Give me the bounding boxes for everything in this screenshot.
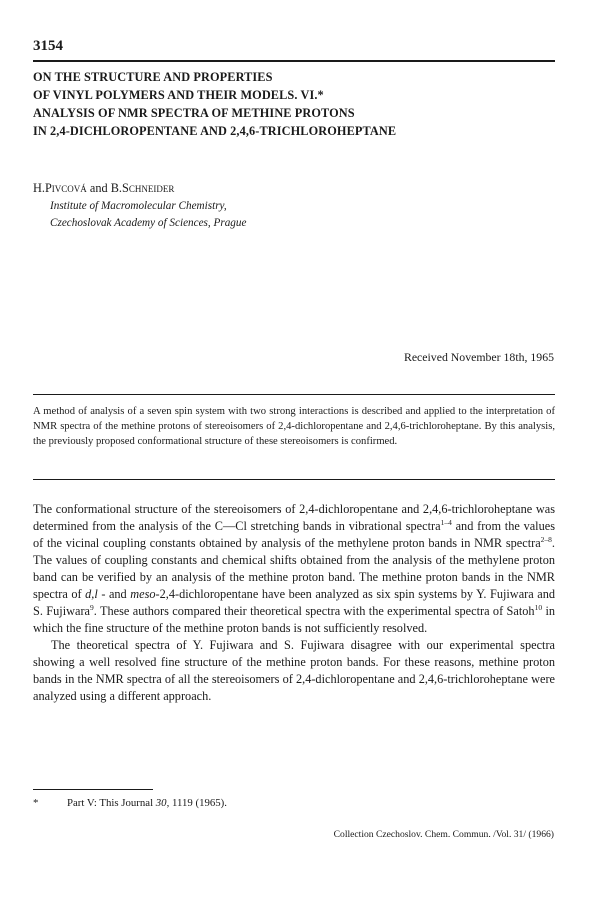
p1-text-c: . The values of coupling constants and chemical shifts obtained from the analysis of the methylene proton band can be verified by an analysis of the methine proton band. The methine proton bands in the NMR spectra of — [33, 536, 555, 601]
article-title — [33, 68, 573, 140]
p1-text-e: -2,4-dichloropentane have been analyzed as six spin systems by Y. Fujiwara and S. Fujiwara — [33, 587, 555, 618]
footnote-mark: * — [33, 797, 39, 809]
abstract-bottom-rule — [33, 479, 555, 480]
p1-text-a: The conformational structure of the stereoisomers of 2,4-dichloropentane and 2,4,6-trichloroheptane was determined from the analysis of the C—Cl stretching bands in vibrational spectra — [33, 502, 555, 533]
header-rule — [33, 60, 555, 62]
body-text — [33, 501, 555, 705]
footnote-text-a: Part V: This Journal — [67, 797, 156, 809]
footnote — [33, 797, 227, 809]
p1-italic-meso: meso — [130, 587, 156, 601]
footnote-text-b: 1119 (1965). — [169, 797, 227, 809]
author-1-surname: Pivcová — [44, 181, 87, 195]
authors — [33, 181, 174, 196]
author-2-surname: Schneider — [122, 181, 175, 195]
running-footer: Collection Czechoslov. Chem. Commun. /Vol. 31/ (1966) — [333, 829, 554, 840]
affiliation-line-2: Czechoslovak Academy of Sciences, Prague — [50, 217, 247, 229]
citation-ref: 2–8 — [540, 535, 552, 544]
footnote-rule — [33, 789, 153, 790]
title-line-3: ANALYSIS OF NMR SPECTRA OF METHINE PROTONS — [33, 106, 355, 120]
abstract-top-rule — [33, 394, 555, 395]
citation-ref: 1–4 — [440, 518, 452, 527]
affiliation-line-1: Institute of Macromolecular Chemistry, — [50, 200, 227, 212]
footnote-volume: 30, — [155, 797, 170, 809]
title-line-2: OF VINYL POLYMERS AND THEIR MODELS. VI.* — [33, 88, 324, 102]
p1-text-b: and from the values of the vicinal coupling constants obtained by analysis of the methylene proton bands in NMR spectra — [33, 519, 555, 550]
title-line-1: ON THE STRUCTURE AND PROPERTIES — [33, 70, 273, 84]
citation-ref: 9 — [90, 603, 94, 612]
paragraph-2: The theoretical spectra of Y. Fujiwara and S. Fujiwara disagree with our experimental spectra showing a well resolved fine structure of the methine proton bands. For these reasons, methine proton bands in the NMR spectra of all the stereoisomers of 2,4-dichloropentane and 2,4,6-trichloroheptane were analyzed using a different approach. — [33, 638, 555, 703]
abstract: A method of analysis of a seven spin system with two strong interactions is described and applied to the interpretation of NMR spectra of the methine protons of stereoisomers of 2,4-dichloropentane and 2,4,6-trichloroheptane. By this analysis, the previously proposed conformational structure of these stereoisomers is confirmed. — [33, 406, 555, 447]
p1-italic-dl: d,l — [85, 587, 98, 601]
p1-text-d: - and — [97, 587, 131, 601]
page-number: 3154 — [33, 38, 63, 54]
paragraph-1 — [33, 501, 555, 637]
p1-text-g: in which the fine structure of the methine proton bands is not sufficiently resolved. — [33, 604, 556, 635]
affiliation — [50, 198, 246, 232]
received-date: Received November 18th, 1965 — [403, 350, 554, 364]
title-line-4: IN 2,4-DICHLOROPENTANE AND 2,4,6-TRICHLOROHEPTANE — [33, 124, 397, 138]
citation-ref: 10 — [534, 603, 543, 612]
author-2-initial: B. — [110, 181, 122, 195]
p1-text-f: . These authors compared their theoretical spectra with the experimental spectra of Satoh — [93, 604, 535, 618]
author-1-initial: H. — [33, 181, 45, 195]
author-connector: and — [86, 181, 111, 195]
